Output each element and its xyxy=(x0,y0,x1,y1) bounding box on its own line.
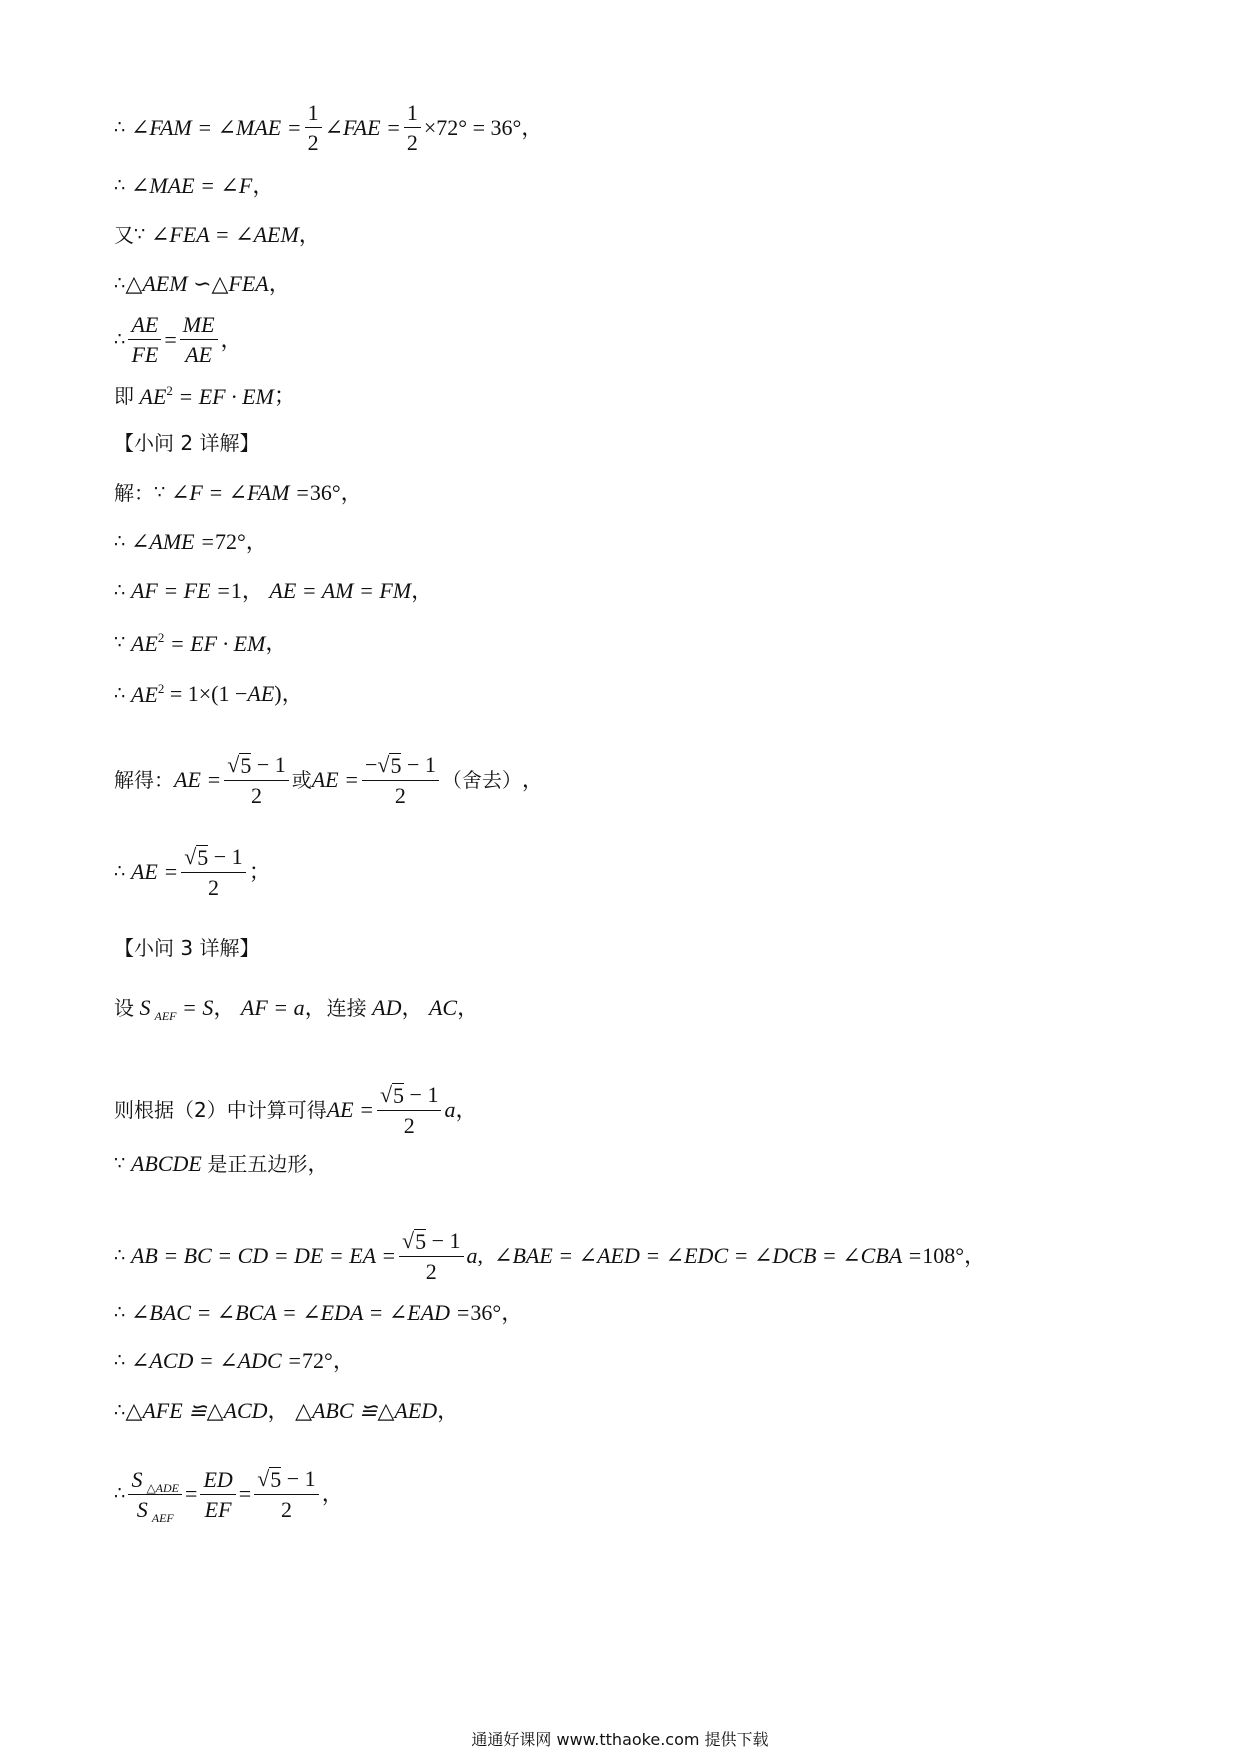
eq-ratio: ∴ $\frac{AE}{FE}$ = $\frac{ME}{AE}$ ， xyxy=(114,312,243,368)
eq-ae2-2: ∵ $AE^2$ = EF · EM ， xyxy=(114,630,288,656)
section-heading-3: 【小问 3 详解】 xyxy=(114,936,260,960)
eq-ae2: 即 $AE^2$ = EF · EM ； xyxy=(114,383,296,409)
eq-similar: ∴ △AEM ∽△FEA ， xyxy=(114,271,291,296)
eq-acd: ∴ ∠ACD = ∠ADC = 72°， xyxy=(114,1348,355,1373)
eq-ae-result: ∴ AE = √ 5 − 1 2 ； xyxy=(114,844,271,901)
eq-pentagon: ∵ ABCDE 是正五边形 ， xyxy=(114,1151,330,1176)
eq-fam-mae: ∴ ∠FAM = ∠MAE = $\frac{1}{2}$ ∠FAE = $\frac{1}{2}$ ×72° = 36°， xyxy=(114,100,544,156)
eq-fea-aem: 又 ∵ ∠FEA = ∠AEM ， xyxy=(114,222,321,247)
fraction-half: $\frac{1}{2}$ xyxy=(404,101,421,154)
eq-bac: ∴ ∠BAC = ∠BCA = ∠EDA = ∠EAD = 36°， xyxy=(114,1300,524,1325)
eq-congruent: ∴ △AFE ≌△ACD ， △ABC ≌△AED ， xyxy=(114,1398,460,1423)
eq-setup: 设 S AEF = S ， AF = a ， 连接 AD ， AC ， xyxy=(114,995,480,1023)
section-heading-2: 【小问 2 详解】 xyxy=(114,431,260,455)
eq-af-fe: ∴ AF = FE = 1， AE = AM = FM ， xyxy=(114,578,434,603)
eq-ame: ∴ ∠AME = 72°， xyxy=(114,529,268,554)
eq-ae2-3: ∴ $AE^2$ = 1×(1 − AE )， xyxy=(114,681,304,707)
eq-ae-a: 则根据（2）中计算可得 AE = √ 5 − 1 2 a ， xyxy=(114,1082,478,1139)
eq-solve: 解得： AE = √ 5 − 1 2 或 AE = −√ 5 − 1 2 （舍去） ， xyxy=(114,752,544,809)
footer-text: 通通好课网 www.tthaoke.com 提供下载 xyxy=(471,1730,769,1749)
eq-sides-angles: ∴ AB = BC = CD = DE = EA = √ 5 − 1 2 a , ∠BAE = ∠AED = ∠EDC = ∠DCB = ∠CBA = 108°， xyxy=(114,1228,986,1285)
eq-mae-f: ∴ ∠MAE = ∠F ， xyxy=(114,173,275,198)
fraction-half: $\frac{1}{2}$ xyxy=(305,101,322,154)
eq-area-ratio: ∴ $\frac{S _{\triangle ADE}}{S _{AEF}}$ = $\frac{ED}{EF}$ = √ 5 − 1 2 ， xyxy=(114,1466,344,1525)
eq-f-fam: 解： ∵ ∠F = ∠FAM = 36°， xyxy=(114,480,363,505)
